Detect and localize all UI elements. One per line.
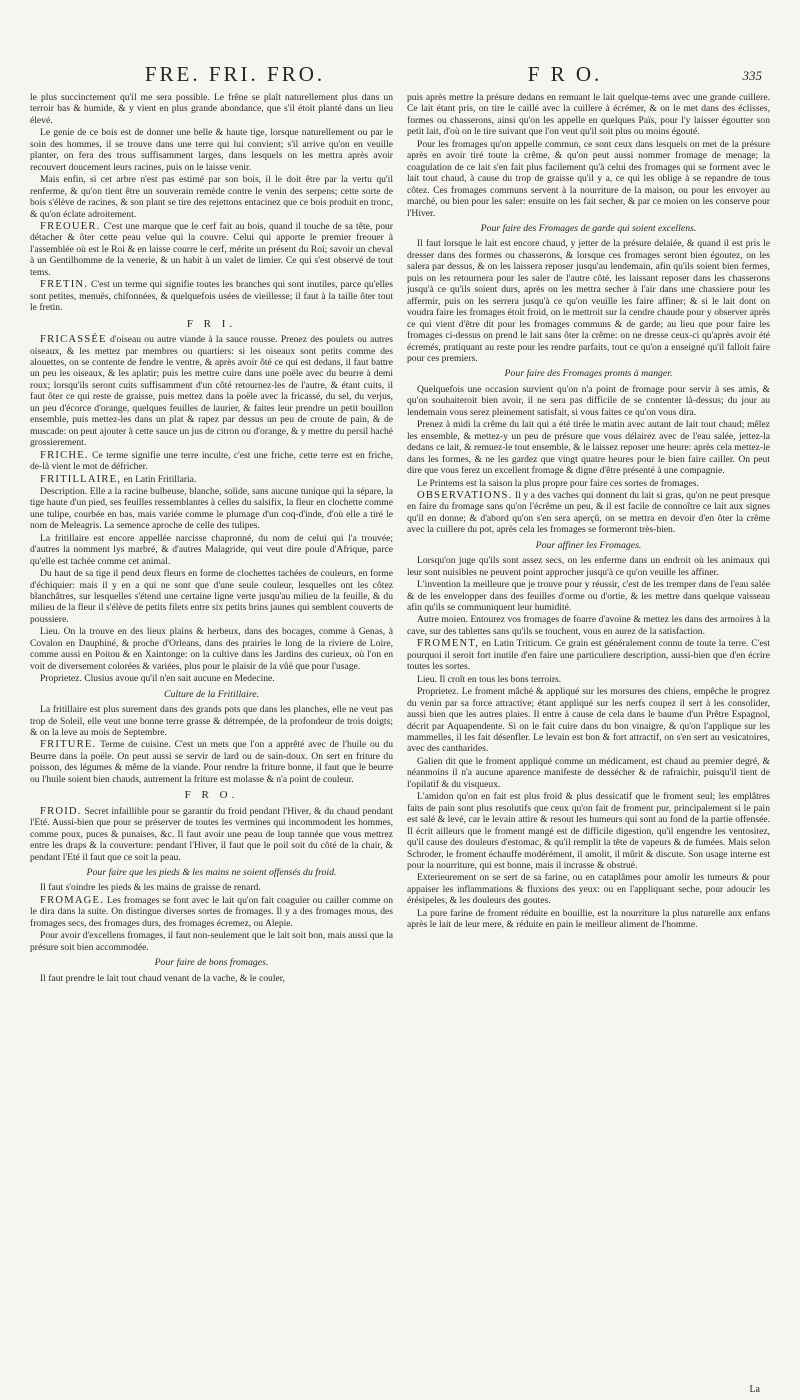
paragraph <box>30 882 393 893</box>
paragraph <box>407 686 770 755</box>
paragraph <box>30 279 393 313</box>
paragraph <box>407 872 770 906</box>
paragraph-text: Lieu. Il croît en tous les bons terroirs. <box>417 673 562 685</box>
entry-term: FREOUER. <box>40 220 101 232</box>
paragraph-text: Le Printems est la saison la plus propre pour faire ces sortes de fromages. <box>417 477 699 489</box>
paragraph <box>30 930 393 953</box>
paragraph-text: en Latin Triticum. Ce grain est généralement connu de toute la terre. C'est pourquoi il seroit fort inutile d'en faire une particuliere description, aussi-bien que d'en écrire toutes les sortes. <box>407 638 770 673</box>
paragraph-text: Pour les fromages qu'on appelle commun, ce sont ceux dans lesquels on met de la présure après en avoir tiré toute la crême, & qu'on peut aussi nommer fromage de menage; la coagulation de ce lait s'en fait plus facilement qu'à celui des fromages qui se forment avec le lait tout chaud, à cause du trop de graisse qu'il y a, ce qui les oblige à se repandre de tous côtez. Ces fromages communs servent à la nourriture de la maison, ou pour les envoyer au marché, ou bien pour les saler: ensuite on les fait secher, & par ce moien on les conserve pour l'Hiver. <box>407 138 770 219</box>
paragraph <box>407 490 770 536</box>
entry-term: OBSERVATIONS. <box>417 489 513 501</box>
paragraph-text: Quelquefois une occasion survient qu'on n'a point de fromage pour servir à ses amis, & qu'on souhaiteroit bien avoir, il ne sera pas difficile de se contenter là-dessus; du jour au lendemain vous serez pleinement satisfait, si vous faites ce qu'on vous dira. <box>407 383 770 418</box>
paragraph-text: Il faut prendre le lait tout chaud venant de la vache, & le couler, <box>40 972 285 984</box>
running-header <box>0 62 800 92</box>
paragraph-text: L'amidon qu'on en fait est plus froid & plus dessicatif que le froment seul; les emplâtres faits de pain sont plus resolutifs que ceux qu'on fait de froment pur, principalement si le pain est salé & levé, car le levain attire & resout les humeurs qui sont au fond de la partie offensée. Il écrit ailleurs que le froment mangé est de difficile digestion, qu'il engendre les ventositez, qu'il cause des douleurs d'estomac, & qu'il remplit la tête de vapeurs & de fumées. Mais selon Schroder, le froment échauffe modérément, il amolit, il mûrit & discute. Son usage interne est pour la nourriture, qui est bonne, mais il incrasse & obstruë. <box>407 791 770 871</box>
paragraph <box>30 334 393 449</box>
subheading: Culture de la Fritillaire. <box>163 688 260 700</box>
paragraph-text: C'est un terme qui signifie toutes les branches qui sont inutiles, parce qu'elles sont petites, menuës, chifonnées, & quelquefois usées de vieillesse; il faut à la taille ôter tout le fretin. <box>30 279 393 314</box>
paragraph-text: Proprietez. Clusius avoue qu'il n'en sait aucune en Medecine. <box>40 673 275 685</box>
catchword: La <box>749 1384 760 1395</box>
paragraph <box>407 791 770 871</box>
paragraph-text: en Latin Fritillaria. <box>123 473 197 485</box>
paragraph-text: L'invention la meilleure que je trouve pour y réussir, c'est de les tremper dans de l'eau salée & de les envelopper dans des feuilles d'orme ou d'ortie, & les mettre dans quelque vaisseau afin qu'ils se communiquent leur humidité. <box>407 579 770 614</box>
paragraph <box>30 221 393 278</box>
page-number: 335 <box>742 68 762 83</box>
paragraph-text: Galien dit que le froment appliqué comme un médicament, est chaud au premier degré, & néanmoins il n'a aucune aparence manifeste de dessécher & de rafraichir, puisqu'il tient de l'opilatif & du visqueux. <box>407 755 770 790</box>
paragraph <box>407 579 770 613</box>
entry-term: FROID. <box>40 805 82 817</box>
paragraph <box>30 127 393 173</box>
paragraph-text: Proprietez. Le froment mâché & appliqué sur les morsures des chiens, empêche le progrez du venin par sa force attractive; étant appliqué sur les nerfs coupez il sert à les consolider, aussi bien que les autres plaies. Il entre à cause de cela dans le baume d'un Prêtre Espagnol, décrit par Aquapendente. Si on le fait cuire dans du bon vinaigre, & qu'on l'applique sur les mammelles, il les fait désenfler. Le levain est bon & fort attractif, on s'en sert au vesicatoires, avec des cantharides. <box>407 686 770 755</box>
paragraph <box>30 568 393 625</box>
paragraph <box>30 450 393 473</box>
paragraph <box>407 614 770 637</box>
paragraph <box>407 238 770 364</box>
header-left-title: FRE. FRI. FRO. <box>144 62 326 86</box>
left-text-column <box>30 92 393 1367</box>
paragraph <box>30 486 393 532</box>
paragraph <box>407 478 770 489</box>
header-right-title: F R O. <box>527 62 603 86</box>
paragraph <box>407 92 770 138</box>
entry-term: FROMAGE. <box>40 894 105 906</box>
paragraph <box>30 626 393 672</box>
paragraph-text: Exterieurement on se sert de sa farine, ou en cataplâmes pour amolir les tumeurs & pour appaiser les inflammations & fluxions des yeux: ou en l'appliquant seche, pour adoucir les érésipeles, & les douleurs des goutes. <box>407 872 770 907</box>
paragraph-text: Il y a des vaches qui donnent du lait si gras, qu'on ne peut presque en faire du fromage sans qu'on l'écrême un peu, & il est facile de connoître ce lait aux signes qu'il en donne; & d'abord qu'on s'en sera aperçû, on se mettra en devoir d'en ôter la crême avec la cuillere du pot, après cela les fromages se formeront très-bien. <box>407 489 770 536</box>
section-heading: F R I. <box>186 317 237 330</box>
paragraph-text: Terme de cuisine. C'est un mets que l'on a apprêté avec de l'huile ou du Beurre dans la poële. On peut aussi se servir de lard ou de sain-doux. On sert en friture du poisson, des légumes & même de la viande. Pour rendre la friture bonne, il faut que le beurre ou l'huile soient bien chauds, autrement la friture est molasse & n'a point de couleur. <box>30 739 393 785</box>
paragraph <box>30 92 393 126</box>
paragraph-text: Prenez à midi la crême du lait qui a été tirée le matin avec autant de lait tout chaud; mêlez les ensemble, & mettez-y un peu de présure que vous délairez avec de l'eau salée, jettez-la dedans ce lait, & remuez-le tout ensemble, & le laissez reposer une heure: après cela mettez-le dans les formes, & ne les gardez que vingt quatre heures pour le bien faire cailler. On peut dire que vous ferez un excellent fromage & digne d'être présenté à une compagnie. <box>407 419 770 477</box>
paragraph-text: Pour avoir d'excellens fromages, il faut non-seulement que le lait soit bon, mais aussi que la présure soit bien accommodée. <box>30 930 393 953</box>
paragraph-text: La fritillaire est encore appellée narcisse chapronné, du nom de celui qui l'a trouvée; d'autres la nomment lys marbré, & d'autres Malagride, qui veut dire poule d'Afrique, parce qu'elle est tachée comme cet animal. <box>30 532 393 567</box>
paragraph <box>30 739 393 785</box>
paragraph-text: Lieu. On la trouve en des lieux plains & herbeux, dans des bocages, comme à Genas, à Covalon en Dauphiné, & proche d'Orleans, dans des prairies le long de la riviere de Loire, comme aussi en Poitou & en Xaintonge: on la cultive dans les Jardins des curieux, où l'on en voit de diversement colorées & variées, plus pour le plaisir de la vûë que pour l'usage. <box>30 626 393 672</box>
paragraph-text: Du haut de sa tige il pend deux fleurs en forme de clochettes tachées de couleurs, en forme d'échiquier: mais il y en a qui ne sont que d'une seule couleur, lesquelles ont les côtez blanchâtres, sur lesquelles s'étend une certaine ligne verte jusqu'au milieu de la feuille, & du milieu de la fleur il s'élève de petits filets entre six petits brins jaunes qui semblent couverts de poussiere. <box>30 568 393 625</box>
entry-term: FRICASSÉE <box>40 334 107 346</box>
entry-term: FROMENT, <box>417 638 480 650</box>
paragraph-text: Le genie de ce bois est de donner une belle & haute tige, lorsque naturellement ou par le soin des hommes, il se trouve dans une terre qui lui convient; s'il arrive qu'on en veuille planter, on fera des trous suffisamment larges, dans lesquels on les mettra après avoir recouvert doucement leurs racines, puis on le laisse venir. <box>30 127 393 173</box>
section-heading: F R O. <box>184 789 239 802</box>
paragraph <box>407 756 770 790</box>
paragraph <box>407 419 770 476</box>
paragraph <box>407 384 770 418</box>
paragraph-text: Description. Elle a la racine bulbeuse, blanche, solide, sans aucune tunique qui la sépare, la tige haute d'un pied, ses feuilles ressemblantes à celles du salsifix, la fleur en clochette comme une tulipe, courbée en bas, mais variée comme le plumage d'un coq-d'inde, d'où elle a tiré le nom de Meleagris. La semence aproche de celle des tulipes. <box>30 485 393 532</box>
paragraph-text: puis après mettre la présure dedans en remuant le lait quelque-tems avec une grande cuillere. Ce lait étant pris, on tire le caillé avec la cuillere à écrémer, & on le met dans des éclisses, formes ou chasserons, ainsi qu'on les appelle en quelques Païs, pour l'y laisser égoutter son petit lait, d'où on le tire suivant que l'on veut qu'il soit plus ou moins égouté. <box>407 92 770 138</box>
right-text-column <box>407 92 770 1367</box>
entry-term: FRITILLAIRE, <box>40 473 122 485</box>
paragraph-text: Ce terme signifie une terre inculte, c'est une friche, cette terre est en friche, de-là vient le mot de défricher. <box>30 449 393 473</box>
paragraph-text: Il faut s'oindre les pieds & les mains de graisse de renard. <box>40 882 261 894</box>
paragraph-text: Autre moien. Entourez vos fromages de foarre d'avoine & mettez les dans des armoires à la cave, sur des tablettes sans qu'ils se touchent, vous en aurez de la satisfaction. <box>407 614 770 637</box>
paragraph <box>30 474 393 485</box>
paragraph-text: Secret infaillible pour se garantir du froid pendant l'Hiver, & du chaud pendant l'Eté. Aussi-bien que pour se préserver de toutes les vermines qui incommodent les hommes, comme poux, puces & punaises, &c. Il faut avoir une peau de loup tannée que vous mettrez entre les draps & la couverture: pendant l'Hiver, il faut que le poil soit du côté de la chair, & pendant l'Eté il faut que ce soit la peau. <box>30 805 393 863</box>
subheading: Pour faire des Fromages promts à manger. <box>504 368 673 380</box>
entry-term: FRICHE. <box>40 449 89 461</box>
subheading: Pour affiner les Fromages. <box>535 539 642 551</box>
paragraph <box>407 139 770 219</box>
paragraph <box>407 674 770 685</box>
subheading: Pour faire des Fromages de garde qui soient excellens. <box>480 222 697 234</box>
paragraph <box>407 638 770 672</box>
paragraph <box>30 533 393 567</box>
entry-term: FRITURE. <box>40 739 97 751</box>
paragraph <box>30 174 393 220</box>
paragraph-text: d'oiseau ou autre viande à la sauce rousse. Prenez des poulets ou autres oiseaux, & les mettez par membres ou quartiers: si les oiseaux sont petits comme des alouettes, on se contente de fendre le ventre, & après avoir ôté ce qui est dedans, il faut battre un peu les oiseaux, & les aplatir; puis les mettre cuire dans une poële avec du beurre à demi roux; lorsqu'ils seront cuits suffisamment d'un côté retournez-les de l'autre, & étant cuits, il faut ôter ce qui reste de graisse, puis mettez dans la poële avec la fricassé, du sel, du verjus, un peu d'écorce d'orange, quelques feuilles de laurier, & faites leur prendre un petit bouillon ensemble, puis mettez-les dans un plat & rapez par dessus un peu de croute de pain, & de muscade: on peut ajouter à cette sauce un jus de citron ou d'orange, & y mettre du persil haché grossierement. <box>30 334 393 449</box>
subheading: Pour faire de bons fromages. <box>154 957 269 969</box>
paragraph <box>407 908 770 931</box>
paragraph <box>30 704 393 738</box>
paragraph <box>30 973 393 984</box>
paragraph-text: La pure farine de froment réduite en bouillie, est la nourriture la plus naturelle aux enfans après le lait de leur mere, & réduite en pain le meilleur aliment de l'homme. <box>407 907 770 931</box>
paragraph <box>30 673 393 684</box>
paragraph-text: Lorsqu'on juge qu'ils sont assez secs, on les enferme dans un endroit où les animaux qui leur sont nuisibles ne peuvent point approcher jusqu'à ce qu'on veuille les affiner. <box>407 555 770 578</box>
paragraph <box>30 806 393 863</box>
entry-term: FRETIN. <box>40 279 89 291</box>
paragraph-text: Mais enfin, si cet arbre n'est pas estimé par son bois, il le doit être par la vertu qu'il renferme, & qu'on tient être un souverain remède contre le venin des serpens; cette sorte de bois s'élève de racines, & son plant se tire des rejettons entacinez que ce bois produit en tronc, & qu'on éclate adroitement. <box>30 174 393 220</box>
paragraph-text: C'est une marque que le cerf fait au bois, quand il touche de sa tête, pour détacher & ôter cette peau velue qui la couvre. Celui qui apporte le premier freouer à l'assemblée où est le Roi & en laisse courre le cerf, mérite un présent du Roi; savoir un cheval à un Gentilhomme de la venerie, & un habit à un valet de limier. Ce qui s'est observé de tout tems. <box>30 220 393 278</box>
paragraph-text: le plus succinctement qu'il me sera possible. Le frêne se plaît naturellement plus dans un terroir bas & humide, & y vient en plus grande abondance, que s'il étoit planté dans un lieu élevé. <box>30 92 393 126</box>
paragraph <box>30 895 393 929</box>
paragraph-text: La fritillaire est plus surement dans des grands pots que dans les planches, elle ne veut pas trop de Soleil, elle veut une bonne terre grasse & détrempée, de la profondeur de trois doigts; & on la leve au mois de Septembre. <box>30 704 393 739</box>
paragraph-text: Il faut lorsque le lait est encore chaud, y jetter de la présure delaiée, & quand il est pris le dresser dans des formes ou chasserons, & lorsque ces fromages seront bien égoutez, on les salera par dessus, & on les laissera reposer jusqu'au lendemain, afin qu'ils soient bien fermes, puis on les retournera pour les saler de l'autre côté, les laissant reposer dans les chasserons jusqu'à ce qu'ils soient durs, après on les mettra secher à l'air dans une chassiere pour les affermir, puis on les serrera jusqu'à ce qu'on veuille les faire affiner; & si le lait dont on voudra faire les fromages étoit froid, on le mettroit sur la cendre chaude pour y observer après ce qui vient d'être dit pour les fromages communs & de garde; au lieu que pour faire les fromages ci-dessus on prend le lait sans ôter la crême: on ne dresse ceux-ci qu'après avoir été écremés, pratiquant au reste pour les rendre parfaits, tout ce qu'on a enseigné qu'il falloit faire pour ces premiers. <box>407 238 770 364</box>
paragraph-text: Les fromages se font avec le lait qu'on fait coaguler ou cailler comme on le dira dans la suite. On distingue diverses sortes de fromages. Il y a des fromages mous, des fromages secs, des fromages durs, des fromages écremez, ou Alepie. <box>30 894 393 929</box>
subheading: Pour faire que les pieds & les mains ne soient offensés du froid. <box>86 867 337 878</box>
paragraph <box>407 555 770 578</box>
